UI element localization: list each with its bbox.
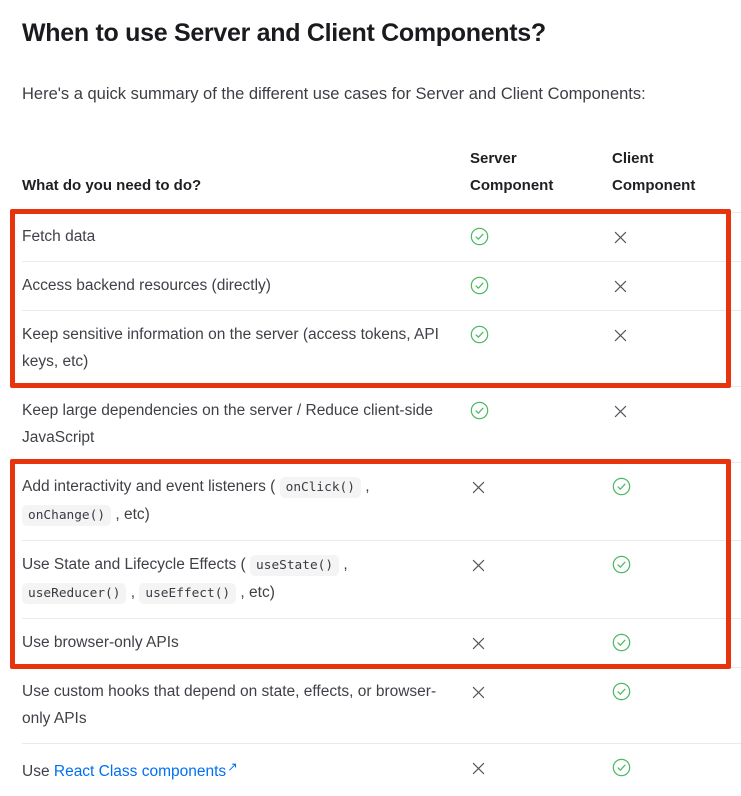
task-cell [22, 473, 470, 529]
task-text: Use State and Lifecycle Effects ( [22, 556, 251, 573]
table-row [22, 310, 741, 386]
check-circle-icon [612, 633, 631, 652]
task-text: Use [22, 763, 54, 780]
inline-code: onChange() [22, 505, 111, 526]
task-text: Use browser-only APIs [22, 634, 179, 651]
client-component-cell [612, 473, 741, 529]
task-text: Fetch data [22, 228, 96, 245]
client-component-cell [612, 551, 741, 607]
check-circle-icon [612, 758, 631, 777]
client-component-cell [612, 678, 741, 732]
inline-code: useEffect() [139, 583, 236, 604]
x-icon [612, 403, 629, 420]
inline-code: useReducer() [22, 583, 126, 604]
server-component-cell [470, 473, 612, 529]
x-icon [612, 229, 629, 246]
table-row [22, 618, 741, 667]
task-cell [22, 551, 470, 607]
task-cell [22, 629, 470, 656]
table-row [22, 212, 741, 261]
server-component-cell [470, 321, 612, 375]
check-circle-icon [612, 477, 631, 496]
x-icon [470, 479, 487, 496]
server-component-cell [470, 551, 612, 607]
server-component-cell [470, 272, 612, 299]
highlighted-group-server-component-use-cases [22, 212, 741, 386]
task-cell [22, 321, 470, 375]
task-cell [22, 678, 470, 732]
x-icon [470, 684, 487, 701]
check-circle-icon [470, 227, 489, 246]
task-text: , [339, 556, 348, 573]
server-component-cell [470, 223, 612, 250]
task-text: Add interactivity and event listeners ( [22, 478, 280, 495]
task-text: Keep sensitive information on the server (access tokens, API keys, etc) [22, 326, 439, 370]
intro-paragraph: Here's a quick summary of the different use cases for Server and Client Components: [22, 85, 646, 103]
task-cell [22, 754, 470, 785]
task-cell [22, 272, 470, 299]
column-header-client-component: Client Component [612, 150, 696, 194]
client-component-cell [612, 397, 741, 451]
inline-code: onClick() [280, 477, 361, 498]
task-text: , etc) [236, 584, 275, 601]
check-circle-icon [470, 401, 489, 420]
table-row [22, 462, 741, 540]
task-cell [22, 397, 470, 451]
check-circle-icon [612, 682, 631, 701]
inline-code: useState() [250, 555, 339, 576]
check-circle-icon [470, 276, 489, 295]
client-component-cell [612, 629, 741, 656]
page-title: When to use Server and Client Components? [22, 19, 546, 47]
task-text: , [360, 478, 370, 495]
table-row [22, 743, 741, 796]
client-component-cell [612, 321, 741, 375]
server-component-cell [470, 397, 612, 451]
check-circle-icon [612, 555, 631, 574]
task-text: , [126, 584, 140, 601]
task-text: Access backend resources (directly) [22, 277, 271, 294]
check-circle-icon [470, 325, 489, 344]
client-component-cell [612, 223, 741, 250]
x-icon [470, 760, 487, 777]
use-cases-table [22, 145, 741, 796]
table-header-row [22, 145, 741, 212]
table-row [22, 261, 741, 310]
server-component-cell [470, 678, 612, 732]
react-class-components-link[interactable]: React Class components↗ [54, 763, 238, 780]
x-icon [470, 557, 487, 574]
table-row [22, 540, 741, 618]
table-row [22, 386, 741, 462]
highlighted-group-client-component-use-cases [22, 462, 741, 667]
task-text: , etc) [111, 506, 150, 523]
column-header-server-component: Server Component [470, 150, 554, 194]
server-component-cell [470, 754, 612, 785]
x-icon [612, 278, 629, 295]
task-cell [22, 223, 470, 250]
client-component-cell [612, 754, 741, 785]
table-body [22, 212, 741, 796]
x-icon [612, 327, 629, 344]
server-component-cell [470, 629, 612, 656]
table-row [22, 667, 741, 743]
task-text: Keep large dependencies on the server / Reduce client-side JavaScript [22, 402, 434, 446]
x-icon [470, 635, 487, 652]
task-text: Use custom hooks that depend on state, effects, or browser-only APIs [22, 683, 437, 727]
column-header-task: What do you need to do? [22, 177, 202, 194]
client-component-cell [612, 272, 741, 299]
external-link-icon: ↗ [227, 760, 238, 774]
